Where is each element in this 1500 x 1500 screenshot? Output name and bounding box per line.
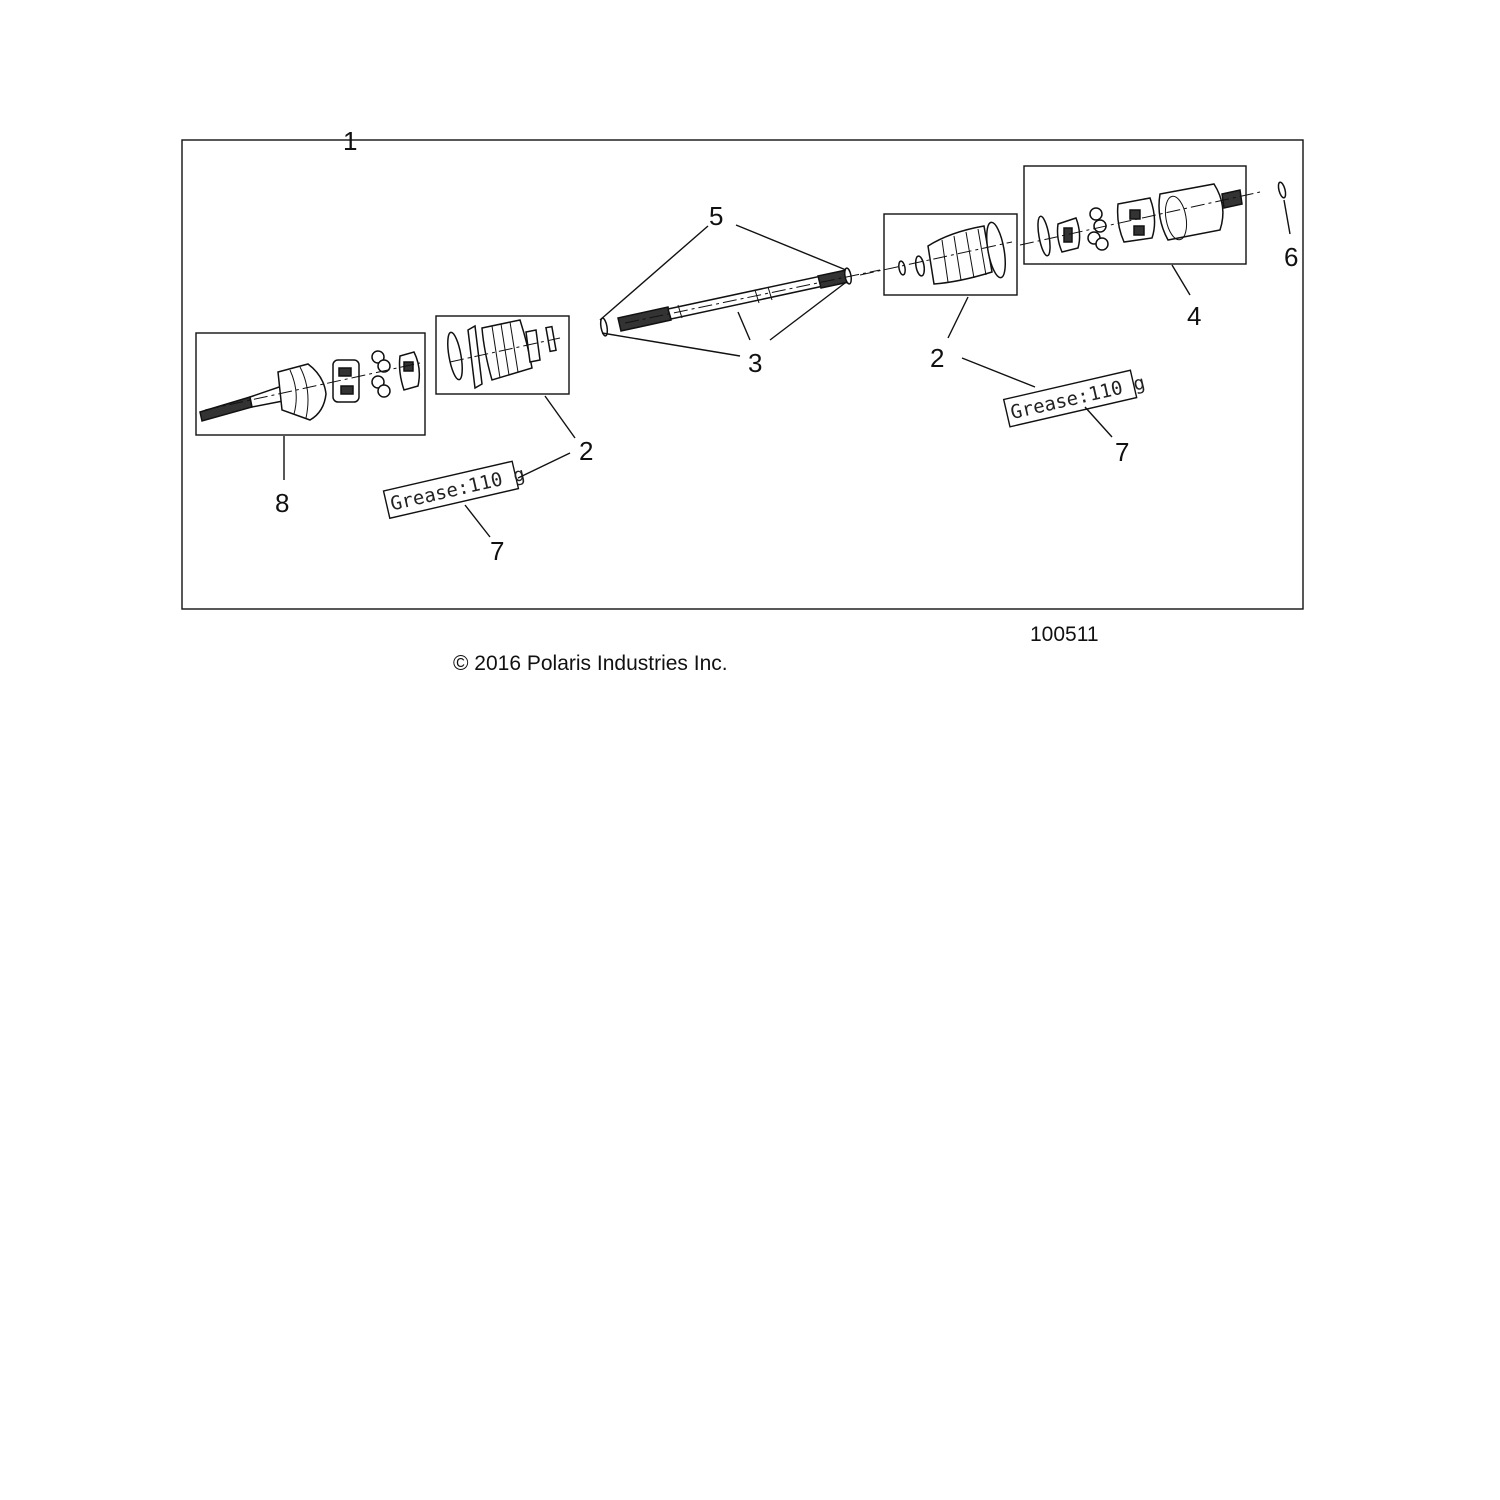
callout-7-left: 7 bbox=[490, 536, 505, 566]
boot-kit-left-group bbox=[436, 316, 569, 394]
grease-label-left: Grease:110 g bbox=[388, 463, 528, 516]
callout-4: 4 bbox=[1187, 301, 1202, 331]
callout-7-right: 7 bbox=[1115, 437, 1130, 467]
leader-2-to-grease-right bbox=[962, 358, 1035, 387]
callout-5: 5 bbox=[709, 201, 724, 231]
callout-1: 1 bbox=[343, 126, 358, 156]
leader-3-left bbox=[602, 333, 740, 356]
diagram-number: 100511 bbox=[1030, 623, 1099, 646]
circlip-part bbox=[1277, 181, 1287, 198]
leader-7-right bbox=[1085, 407, 1112, 437]
inner-cv-joint-group bbox=[1020, 166, 1260, 264]
outer-cv-joint-group bbox=[196, 333, 425, 435]
copyright-notice: © 2016 Polaris Industries Inc. bbox=[453, 652, 728, 675]
leader-5-right bbox=[736, 225, 846, 270]
callout-2-right: 2 bbox=[930, 343, 945, 373]
callout-3: 3 bbox=[748, 348, 763, 378]
leader-2-left bbox=[545, 396, 575, 438]
callout-2-left: 2 bbox=[579, 436, 594, 466]
leader-2-right bbox=[948, 297, 968, 338]
leader-2-to-grease-left bbox=[518, 453, 570, 478]
leader-7-left bbox=[465, 505, 490, 537]
callout-6: 6 bbox=[1284, 242, 1299, 272]
grease-tag-right bbox=[1004, 368, 1148, 427]
drive-shaft-group bbox=[599, 268, 880, 337]
leader-4 bbox=[1172, 265, 1190, 295]
callout-8: 8 bbox=[275, 488, 290, 518]
grease-label-right: Grease:110 g bbox=[1008, 371, 1148, 424]
grease-tag-left bbox=[384, 459, 528, 518]
leader-3-mid bbox=[738, 312, 750, 340]
boot-kit-right-group bbox=[860, 214, 1017, 295]
leader-6 bbox=[1284, 200, 1290, 234]
